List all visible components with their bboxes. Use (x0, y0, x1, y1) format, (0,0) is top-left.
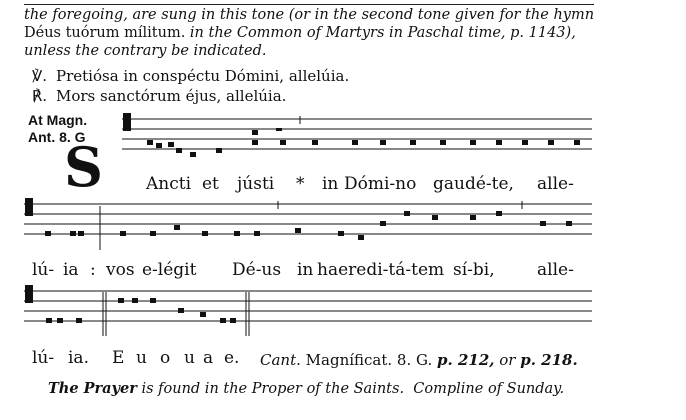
clef-staff-2 (25, 198, 33, 216)
lyric-syllable: Dómi-no (344, 174, 417, 194)
lyric-syllable: in (322, 174, 339, 194)
lyric-syllable: haeredi-tá-tem (317, 260, 445, 280)
lyric-syllable: E (112, 348, 125, 368)
footer-prayer: The Prayer (48, 380, 137, 397)
lyric-syllable: Dé-us (232, 260, 282, 280)
footer-note (48, 380, 564, 397)
response-symbol: ℟. (32, 87, 48, 105)
lyric-syllable: alle- (537, 174, 574, 194)
lyric-syllable: et (202, 174, 219, 194)
initial-letter: S (64, 135, 103, 199)
lyric-syllable: vos (106, 260, 135, 280)
canticle-page-1: p. 212, (437, 351, 495, 369)
lyric-syllable: ia (63, 260, 79, 280)
lyric-syllable: : (90, 260, 96, 280)
intro-line-2: Déus tuórum mílitum. in the Common of Martyrs in Paschal time, p. 1143), (24, 25, 576, 41)
footer-compline: Compline of Sunday. (413, 381, 565, 397)
antiphon-label-2: Ant. 8. G (28, 129, 86, 145)
lyric-syllable: Ancti (146, 174, 192, 194)
intro-line-3: unless the contrary be indicated. (24, 43, 267, 59)
lyric-syllable: u (184, 348, 195, 368)
staff-3 (24, 291, 592, 336)
lyric-syllable: in (297, 260, 314, 280)
neumes-2 (45, 211, 572, 240)
lyric-syllable: o (160, 348, 171, 368)
lyric-syllable: jústi (237, 174, 275, 194)
canticle-text: Magníficat. 8. G. (300, 351, 433, 369)
neumes-1 (147, 128, 580, 157)
canticle-page-2: p. 218. (520, 351, 578, 369)
lyric-syllable: u (136, 348, 147, 368)
antiphon-label-1: At Magn. (28, 112, 88, 128)
lyric-syllable: e. (224, 348, 240, 368)
lyric-syllable: a (203, 348, 214, 368)
staff-2 (24, 201, 592, 250)
lyric-syllable: gaudé-te, (433, 174, 514, 194)
lyric-syllable: * (296, 174, 305, 194)
versicle-text: Pretiósa in conspéctu Dómini, allelúia. (56, 67, 350, 85)
footer-rest: is found in the Proper of the Saints. (136, 381, 405, 397)
response-text: Mors sanctórum éjus, allelúia. (56, 87, 287, 105)
intro-line-1: the foregoing, are sung in this tone (or in the second tone given for the hymn (24, 7, 595, 23)
lyric-syllable: sí-bi, (453, 260, 495, 280)
canticle-reference (260, 351, 578, 369)
canticle-or: or (494, 351, 521, 369)
lyric-syllable: ia. (68, 348, 89, 368)
lyric-syllable: lú- (32, 260, 55, 280)
lyric-syllable: alle- (537, 260, 574, 280)
clef-staff-1 (123, 113, 131, 131)
clef-staff-3 (25, 285, 33, 303)
lyric-syllable: lú- (32, 348, 55, 368)
versicle-symbol: ℣. (32, 67, 48, 85)
lyric-syllable: e-légit (142, 260, 197, 280)
canticle-label: Cant. (260, 351, 301, 369)
